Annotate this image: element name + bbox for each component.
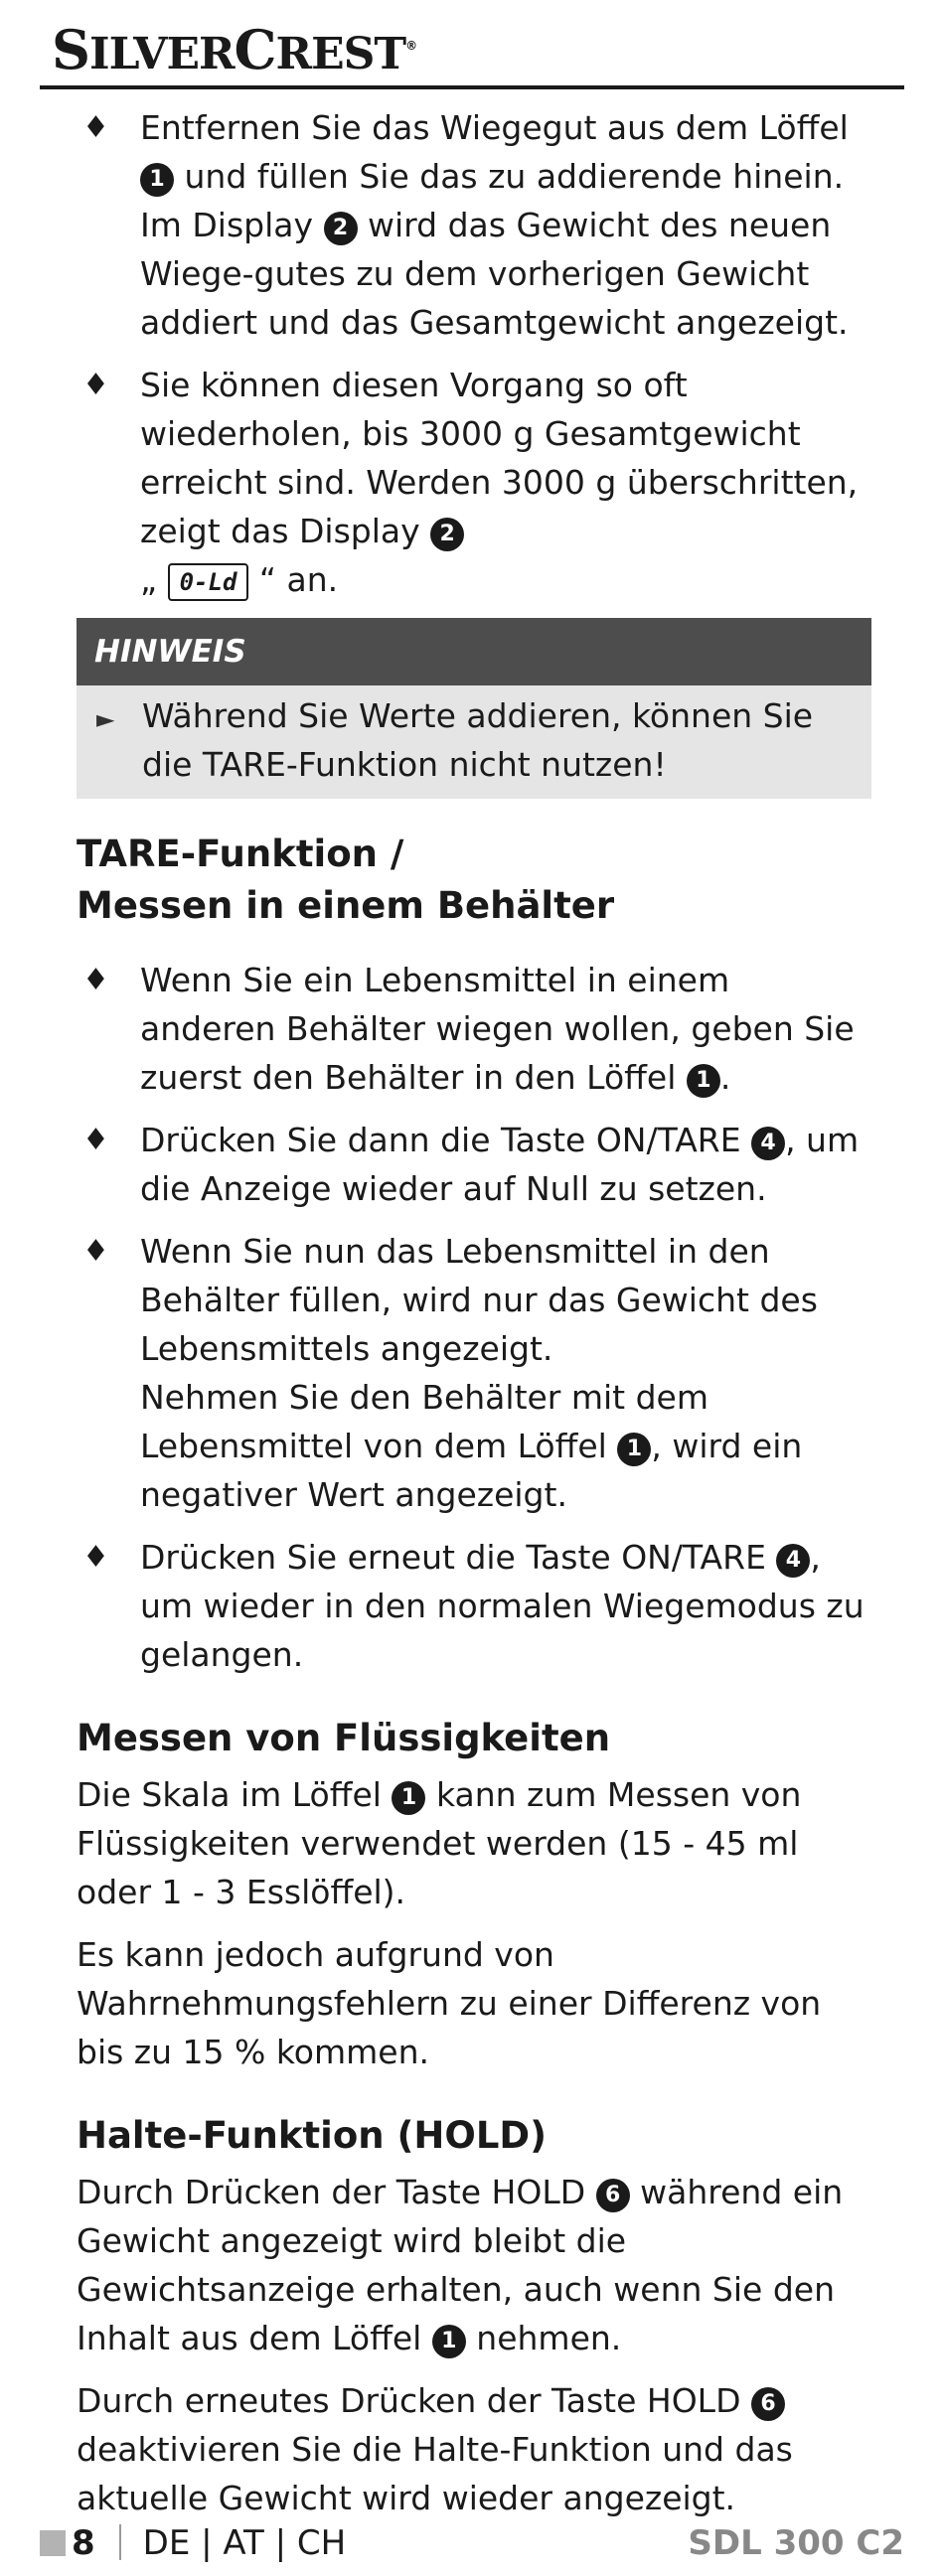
bullet-remove-item: ♦ Entfernen Sie das Wiegegut aus dem Löffel 1 und füllen Sie das zu addierende hinein. Im Display 2 wird das Gewicht des neuen Wiege-gutes zu dem vorherigen Gewicht addiert und das Gesamtgewicht angezeigt. — [77, 103, 871, 347]
bullet-tare-press: ♦ Drücken Sie dann die Taste ON/TARE 4 , um die Anzeige wieder auf Null zu setzen. — [77, 1116, 871, 1213]
section-title-liquids: Messen von Flüssigkeiten — [77, 1717, 611, 1759]
page-footer — [40, 2518, 904, 2568]
section-title-tare: TARE-Funktion / Messen in einem Behälter — [77, 833, 615, 927]
page-content — [77, 103, 871, 2536]
country-codes: DE | AT | CH — [142, 2523, 347, 2563]
diamond-bullet-icon: ♦ — [82, 110, 109, 145]
number-6-icon: 6 — [596, 2179, 630, 2212]
bullet-repeat-process: ♦ Sie können diesen Vorgang so oft wiederholen, bis 3000 g Gesamtgewicht erreicht sind. Werden 3000 g überschritten, zeigt das Display 2 „ 0-Ld “ an. — [77, 361, 871, 604]
number-1-icon: 1 — [392, 1781, 425, 1815]
note-box — [77, 618, 871, 799]
note-item: ► Während Sie Werte addieren, können Sie die TARE-Funktion nicht nutzen! — [96, 696, 814, 784]
bullet-tare-fill: ♦ Wenn Sie nun das Lebensmittel in den Behälter füllen, wird nur das Gewicht des Lebensmittels angezeigt. Nehmen Sie den Behälter mit dem Lebensmittel von dem Löffel 1 , wird ein negativer Wert angezeigt. — [77, 1227, 871, 1519]
brand-logo: SILVERCREST® — [52, 18, 417, 81]
page-number: 8 — [72, 2523, 95, 2563]
number-1-icon: 1 — [140, 163, 174, 197]
bullet-tare-again: ♦ Drücken Sie erneut die Taste ON/TARE 4 , um wieder in den normalen Wiegemodus zu gelangen. — [77, 1533, 871, 1679]
hold-paragraph-2: Durch erneutes Drücken der Taste HOLD 6 deaktivieren Sie die Halte-Funktion und das aktuelle Gewicht wird wieder angezeigt. — [77, 2381, 793, 2517]
triangle-bullet-icon: ► — [96, 705, 115, 733]
page-header — [40, 14, 904, 89]
number-1-icon: 1 — [687, 1064, 720, 1098]
number-4-icon: 4 — [776, 1544, 810, 1578]
diamond-bullet-icon: ♦ — [82, 1540, 109, 1575]
number-2-icon: 2 — [324, 212, 358, 245]
diamond-bullet-icon: ♦ — [82, 1234, 109, 1269]
overload-display-indicator: 0-Ld — [168, 563, 249, 601]
diamond-bullet-icon: ♦ — [82, 963, 109, 997]
number-6-icon: 6 — [751, 2387, 785, 2421]
liquids-paragraph-1: Die Skala im Löffel 1 kann zum Messen von Flüssigkeiten verwendet werden (15 - 45 ml oder 1 - 3 Esslöffel). — [77, 1775, 802, 1911]
page-marker-icon — [40, 2530, 66, 2556]
model-number: SDL 300 C2 — [688, 2523, 904, 2563]
number-1-icon: 1 — [432, 2325, 466, 2358]
liquids-paragraph-2: Es kann jedoch aufgrund von Wahrnehmungsfehlern zu einer Differenz von bis zu 15 % kommen. — [77, 1935, 822, 2071]
footer-divider — [119, 2524, 121, 2560]
number-2-icon: 2 — [430, 518, 464, 551]
hold-paragraph-1: Durch Drücken der Taste HOLD 6 während ein Gewicht angezeigt wird bleibt die Gewichtsanzeige erhalten, auch wenn Sie den Inhalt aus dem Löffel 1 nehmen. — [77, 2173, 844, 2357]
diamond-bullet-icon: ♦ — [82, 1123, 109, 1157]
diamond-bullet-icon: ♦ — [82, 368, 109, 402]
number-4-icon: 4 — [751, 1127, 785, 1160]
section-title-hold: Halte-Funktion (HOLD) — [77, 2114, 548, 2157]
bullet-tare-container: ♦ Wenn Sie ein Lebensmittel in einem anderen Behälter wiegen wollen, geben Sie zuerst den Behälter in den Löffel 1 . — [77, 956, 871, 1102]
number-1-icon: 1 — [617, 1433, 651, 1466]
note-title: HINWEIS — [77, 618, 871, 685]
